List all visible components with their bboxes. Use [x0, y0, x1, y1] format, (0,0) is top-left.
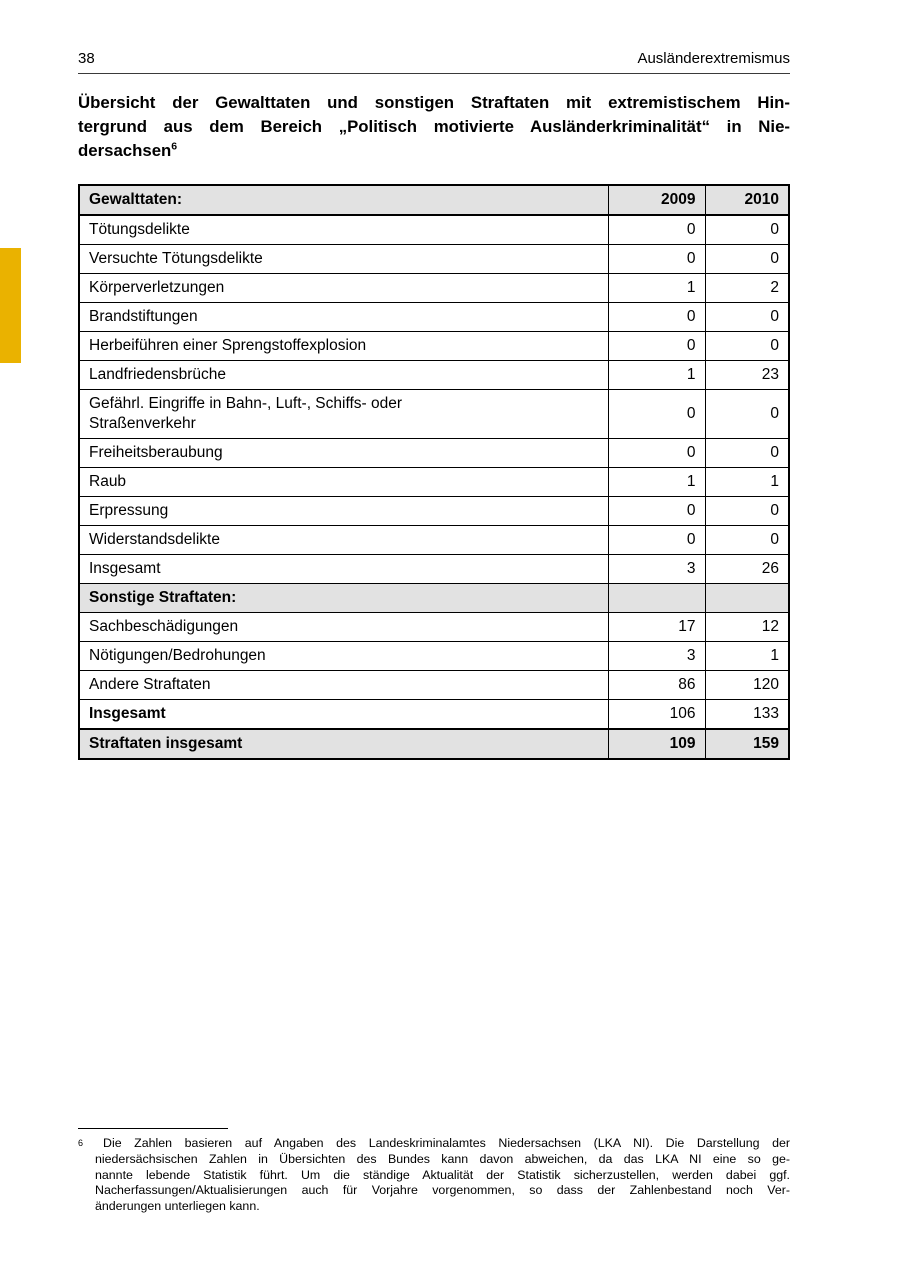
value-2010: 0	[705, 526, 789, 555]
section-header-label: Gewalttaten:	[79, 185, 608, 215]
row-label: Sachbeschädigungen	[79, 613, 608, 642]
value-2009: 106	[608, 700, 705, 730]
value-2009: 109	[608, 729, 705, 759]
page-header	[78, 50, 790, 68]
row-label: Nötigungen/Bedrohungen	[79, 642, 608, 671]
value-2010: 0	[705, 332, 789, 361]
document-title	[78, 91, 790, 163]
section-header-label: Sonstige Straftaten:	[79, 584, 608, 613]
row-label: Straftaten insgesamt	[79, 729, 608, 759]
value-2010: 26	[705, 555, 789, 584]
value-2009: 0	[608, 439, 705, 468]
running-header: Ausländerextremismus	[637, 50, 790, 67]
value-2010: 0	[705, 497, 789, 526]
value-2010: 12	[705, 613, 789, 642]
table-row	[79, 468, 789, 497]
value-2009: 0	[608, 390, 705, 439]
footnote-line: $^6$ Die Zahlen basieren auf Angaben des Landeskriminalamtes Niedersachsen (LKA NI). Die Darstellung der	[78, 1136, 790, 1150]
row-label: Versuchte Tötungsdelikte	[79, 245, 608, 274]
table-row	[79, 332, 789, 361]
value-2009: 1	[608, 274, 705, 303]
page-number: 38	[78, 50, 95, 67]
value-2009: 1	[608, 468, 705, 497]
table-header-row	[79, 185, 789, 215]
value-2009: 86	[608, 671, 705, 700]
table-row	[79, 671, 789, 700]
value-2010: 120	[705, 671, 789, 700]
value-2009: 0	[608, 215, 705, 245]
row-label: Körperverletzungen	[79, 274, 608, 303]
value-2010: 0	[705, 390, 789, 439]
subtotal-row	[79, 555, 789, 584]
table-row	[79, 245, 789, 274]
row-label: Insgesamt	[79, 700, 608, 730]
table-row	[79, 613, 789, 642]
title-line: tergrund aus dem Bereich „Politisch motivierte Ausländerkriminalität“ in Nie-	[78, 117, 790, 136]
header-rule	[78, 73, 790, 74]
row-label: Gefährl. Eingriffe in Bahn-, Luft-, Schiffs- oder Straßenverkehr	[79, 390, 608, 439]
table-row	[79, 642, 789, 671]
value-2009: 3	[608, 642, 705, 671]
value-2010: 2	[705, 274, 789, 303]
value-2009: 0	[608, 303, 705, 332]
table-row	[79, 526, 789, 555]
row-label: Raub	[79, 468, 608, 497]
table-row	[79, 390, 789, 439]
table-row	[79, 274, 789, 303]
footnote-line: Nacherfassungen/Aktualisierungen auch für Vorjahre vorgenommen, so dass der Zahlenbestand noch Ver-	[95, 1183, 790, 1198]
margin-marker	[0, 248, 21, 363]
footnote-line: niedersächsischen Zahlen in Übersichten des Bundes kann davon abweichen, da das LKA NI eine so ge-	[95, 1151, 790, 1166]
title-line: dersachsen$^6$	[78, 140, 178, 160]
subtotal-row	[79, 700, 789, 730]
section-row	[79, 584, 789, 613]
row-label: Brandstiftungen	[79, 303, 608, 332]
row-label: Herbeiführen einer Sprengstoffexplosion	[79, 332, 608, 361]
value-2010: 1	[705, 642, 789, 671]
row-label: Andere Straftaten	[79, 671, 608, 700]
value-2010: 1	[705, 468, 789, 497]
value-2010: 23	[705, 361, 789, 390]
table-row	[79, 439, 789, 468]
value-2009	[608, 584, 705, 613]
footnote-rule	[78, 1128, 228, 1129]
value-2010: 0	[705, 439, 789, 468]
row-label: Widerstandsdelikte	[79, 526, 608, 555]
statistics-table	[78, 184, 790, 760]
row-label: Erpressung	[79, 497, 608, 526]
table-row	[79, 215, 789, 245]
value-2010: 0	[705, 245, 789, 274]
value-2009: 0	[608, 332, 705, 361]
row-label: Tötungsdelikte	[79, 215, 608, 245]
row-label: Insgesamt	[79, 555, 608, 584]
value-2010: 133	[705, 700, 789, 730]
footnote-line: nannte lebende Statistik führt. Um die ständige Aktualität der Statistik sicherzustellen, werden dabei ggf.	[95, 1167, 790, 1182]
footnote-ref: 6	[171, 140, 178, 153]
value-2009: 1	[608, 361, 705, 390]
row-label: Freiheitsberaubung	[79, 439, 608, 468]
value-2010: 159	[705, 729, 789, 759]
value-2010	[705, 584, 789, 613]
footnote-marker: 6	[78, 1138, 84, 1148]
column-header-2009: 2009	[608, 185, 705, 215]
grand-total-row	[79, 729, 789, 759]
table-row	[79, 361, 789, 390]
footnote	[78, 1128, 790, 1215]
value-2009: 0	[608, 245, 705, 274]
title-line: Übersicht der Gewalttaten und sonstigen Straftaten mit extremistischem Hin-	[78, 93, 790, 112]
value-2009: 17	[608, 613, 705, 642]
value-2009: 0	[608, 526, 705, 555]
value-2009: 3	[608, 555, 705, 584]
table-row	[79, 497, 789, 526]
value-2009: 0	[608, 497, 705, 526]
value-2010: 0	[705, 303, 789, 332]
column-header-2010: 2010	[705, 185, 789, 215]
value-2010: 0	[705, 215, 789, 245]
table-row	[79, 303, 789, 332]
footnote-line: änderungen unterliegen kann.	[95, 1199, 260, 1214]
row-label: Landfriedensbrüche	[79, 361, 608, 390]
